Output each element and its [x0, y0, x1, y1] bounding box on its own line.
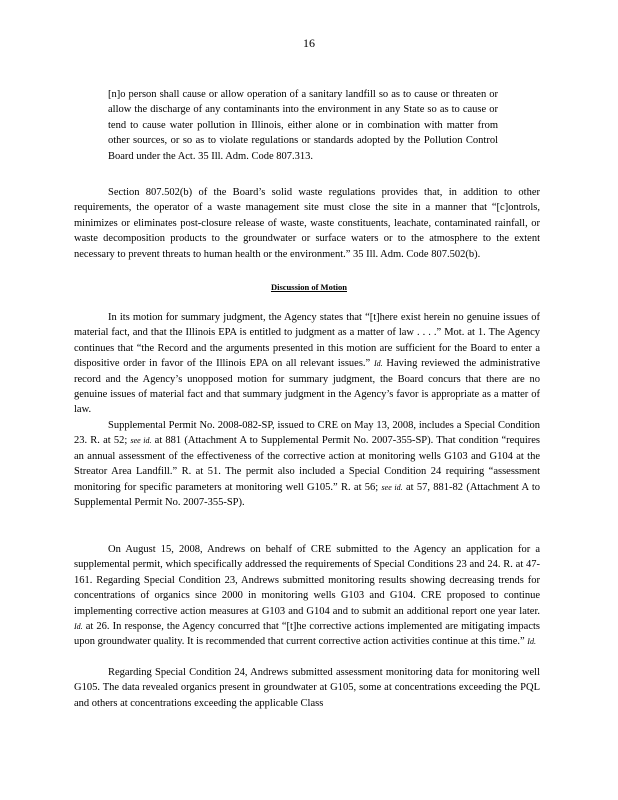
block-quote: [n]o person shall cause or allow operation of a sanitary landfill so as to cause or threaten or allow the discharge of any contaminants into the environment in any State so as to cause or tend to cause water pollution in Illinois, either alone or in combination with matter from other sources, or so as to violate regulations or standards adopted by the Pollution Control Board under the Act. 35 Ill. Adm. Code 807.313. [108, 89, 498, 162]
citation-see-id-2: see id. [381, 482, 403, 492]
paragraph-permit-text-c: at 57, 881-82 (Attachment A to Supplemental Permit No. 2007-355-SP). [74, 481, 541, 509]
paragraph-application-text-a: On August 15, 2008, Andrews on behalf of CRE submitted to the Agency an application for a supplemental permit, which specifically addressed the requirements of Special Conditions 23 and 24. R. at 47-161. Regarding Special Condition 23, Andrews submitted monitoring results showing decreasing trends for concentrations of organics since 2000 in monitoring wells G103 and G104. CRE proposed to continue implementing corrective action measures at G103 and G104 and to submit an additional report one year later. [74, 544, 540, 617]
paragraph-motion-text-b: Having reviewed the administrative record and the Agency’s unopposed motion for summary judgment, the Board concurs that there are no genuine issues of material fact and that summary judgment in the Agency’s favor is appropriate as a matter of law. [74, 358, 540, 416]
paragraph-august-application [74, 542, 540, 650]
paragraph-motion-text-a: In its motion for summary judgment, the Agency states that “[t]here exist herein no genuine issues of material fact, and that the Illinois EPA is entitled to judgment as a matter of law . . . .” Mot. at 1. The Agency continues that “the Record and the arguments presented in this motion are sufficient for the Board to enter a dispositive order in favor of the Illinois EPA on all relevant issues.” [74, 312, 540, 370]
paragraph-motion [74, 310, 540, 418]
citation-id-1: Id. [74, 622, 83, 632]
page-number: 16 [303, 36, 315, 50]
paragraph-permit-text-b: at 881 (Attachment A to Supplemental Permit No. 2007-355-SP). That condition “requires an annual assessment of the effectiveness of the corrective action at monitoring wells G103 and G104 at the Streator Area Landfill.” R. at 51. The permit also included a Special Condition 24 requiring “assessment monitoring for specific parameters at monitoring well G105.” R. at 56; [74, 435, 541, 493]
paragraph-permit-text-a: Supplemental Permit No. 2008-082-SP, issued to CRE on May 13, 2008, includes a Special Condition 23. R. at 52; [74, 420, 540, 447]
paragraph-special-condition-24: Regarding Special Condition 24, Andrews submitted assessment monitoring data for monitoring well G105. The data revealed organics present in groundwater at G105, some at concentrations exceeding the PQL and others at concentrations exceeding the applicable Class [74, 667, 540, 709]
paragraph-application-text-b: at 26. In response, the Agency concurred that “[t]he corrective actions implemented are mitigating impacts upon groundwater quality. It is recommended that current corrective action activities continue at this time.” [74, 621, 541, 648]
citation-id-2: Id. [527, 637, 536, 647]
citation-see-id-1: see id. [130, 436, 152, 446]
section-heading-text: Discussion of Motion [270, 282, 348, 292]
section-heading [0, 282, 618, 292]
citation-id: Id. [373, 359, 383, 369]
paragraph-supplemental-permit [74, 418, 540, 510]
paragraph-section-807-502: Section 807.502(b) of the Board’s solid waste regulations provides that, in addition to other requirements, the operator of a waste management site must close the site in a manner that “[c]ontrols, minimizes or eliminates post-closure release of waste, waste constituents, leachate, contaminated rainfall, or waste decomposition products to the groundwater or surface waters or to the atmosphere to the extent necessary to prevent threats to human health or the environment.” 35 Ill. Adm. Code 807.502(b). [74, 187, 540, 260]
